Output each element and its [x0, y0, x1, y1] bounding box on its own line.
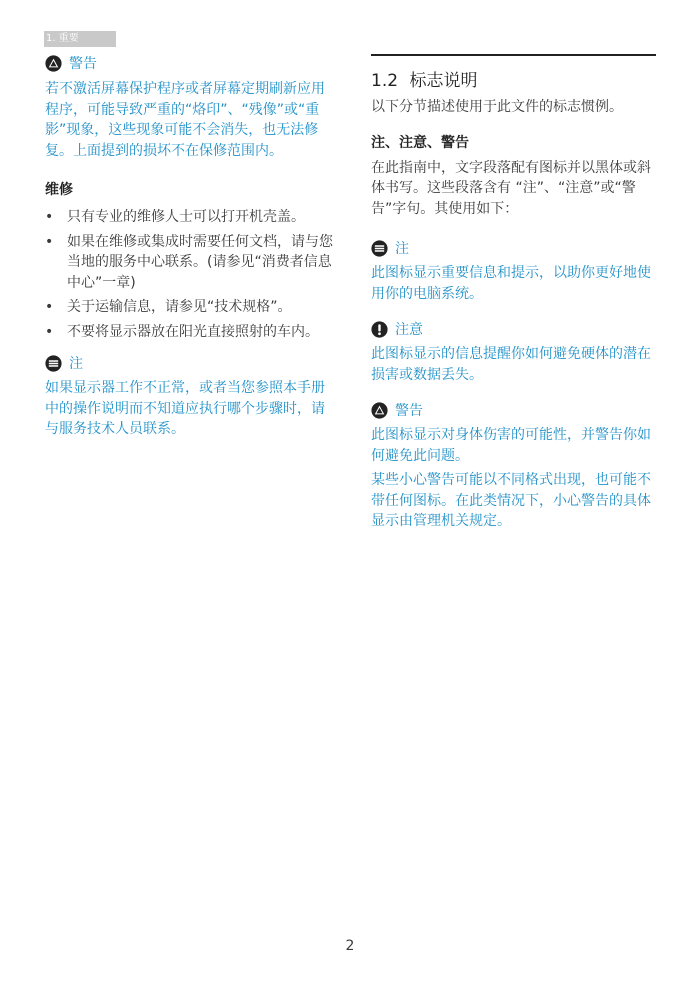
page-number: 2: [345, 938, 355, 954]
warning-label-row: [371, 399, 656, 421]
note-label: 注: [395, 241, 409, 257]
note-label-row: [45, 352, 335, 374]
warning-label: 警告: [395, 403, 423, 419]
warning-icon: [45, 55, 62, 72]
warning-icon: [371, 402, 388, 419]
warning-text: 若不激活屏幕保护程序或者屏幕定期刷新应用程序，可能导致严重的“烙印”、“残像”或“重影”现象，这些现象可能不会消失，也无法修复。上面提到的损坏不在保修范围内。: [45, 81, 325, 159]
caution-label-row: [371, 318, 656, 340]
section-divider: [371, 54, 656, 56]
caution-text: 此图标显示的信息提醒你如何避免硬体的潜在损害或数据丢失。: [371, 346, 651, 383]
note-label-row: [371, 237, 656, 259]
intro-text: 以下分节描述使用于此文件的标志惯例。: [371, 99, 623, 115]
caution-icon: [371, 321, 388, 338]
subheading: 注、注意、警告: [371, 134, 469, 151]
maintenance-heading: 维修: [45, 182, 73, 198]
note-text: 此图标显示重要信息和提示，以助你更好地使用你的电脑系统。: [371, 265, 651, 302]
left-column: [45, 52, 335, 440]
caution-label: 注意: [395, 322, 423, 338]
section-title: [371, 66, 656, 91]
note-label: 注: [69, 356, 83, 372]
note-text: 如果显示器工作不正常，或者当您参照本手册中的操作说明而不知道应执行哪个步骤时，请与服务技术人员联系。: [45, 380, 325, 437]
list-item: • 不要将显示器放在阳光直接照射的车内。: [45, 322, 335, 343]
warning-label: 警告: [69, 56, 97, 72]
note-icon: [371, 240, 388, 257]
note-icon: [45, 355, 62, 372]
description-text: 在此指南中，文字段落配有图标并以黑体或斜体书写。这些段落含有 “注”、“注意”或“警告”字句。其使用如下：: [371, 159, 651, 217]
right-column: [371, 54, 656, 532]
section-title-text: 标志说明: [409, 71, 478, 91]
list-item: • 关于运输信息，请参见“技术规格”。: [45, 297, 335, 318]
warning-label-row: [45, 52, 335, 74]
list-item: • 如果在维修或集成时需要任何文档，请与您当地的服务中心联系。(请参见“消费者信息中心”一章): [45, 232, 335, 294]
maintenance-list: [45, 207, 335, 342]
section-number: 1.2: [371, 71, 399, 91]
warning-text-secondary: 某些小心警告可能以不同格式出现，也可能不带任何图标。在此类情况下，小心警告的具体显示由管理机关规定。: [371, 472, 651, 529]
warning-text: 此图标显示对身体伤害的可能性，并警告你如何避免此问题。: [371, 427, 651, 464]
list-item: • 只有专业的维修人士可以打开机壳盖。: [45, 207, 335, 228]
chapter-tab: 1. 重要: [44, 31, 116, 47]
